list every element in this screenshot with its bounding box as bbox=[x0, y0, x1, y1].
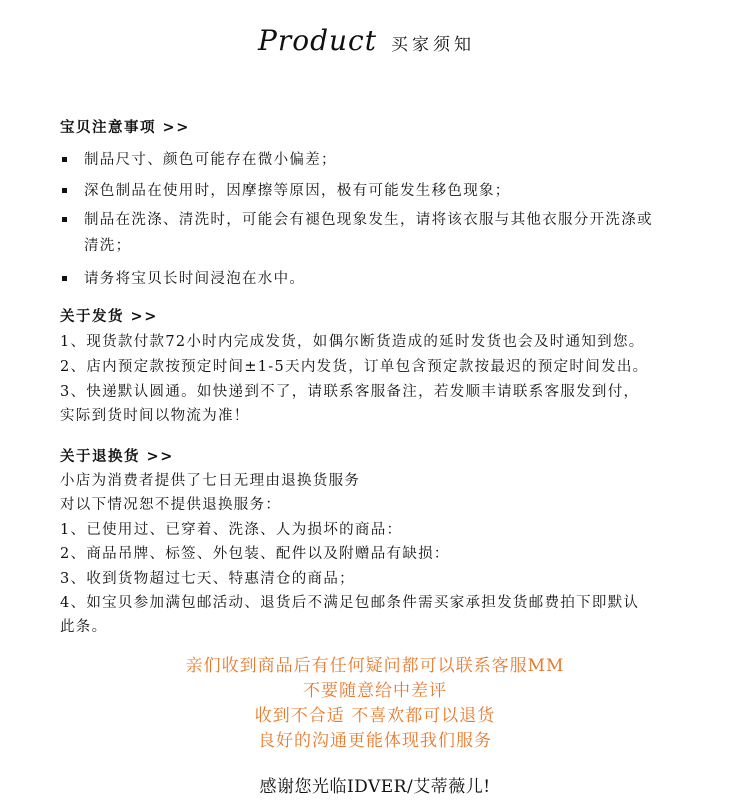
shipping-line: 1、现货款付款72小时内完成发货，如偶尔断货造成的延时发货也会及时通知到您。 bbox=[60, 334, 645, 350]
shipping-line: 2、店内预定款按预定时间±1-5天内发货，订单包含预定款按最迟的预定时间发出。 bbox=[60, 359, 649, 375]
notes-item: 请务将宝贝长时间浸泡在水中。 bbox=[84, 271, 306, 287]
shipping-line: 实际到货时间以物流为准！ bbox=[60, 408, 250, 424]
thanks-footer: 感谢您光临IDVER/艾蒂薇儿! bbox=[259, 777, 491, 797]
returns-line: 4、如宝贝参加满包邮活动、退货后不满足包邮条件需买家承担发货邮费拍下即默认 bbox=[60, 595, 640, 611]
contact-line: 收到不合适 不喜欢都可以退货 bbox=[254, 706, 496, 726]
bullet-icon bbox=[62, 157, 67, 162]
returns-line: 3、收到货物超过七天、特惠清仓的商品； bbox=[60, 571, 355, 587]
returns-line: 此条。 bbox=[60, 619, 108, 635]
returns-line: 小店为消费者提供了七日无理由退换货服务 bbox=[60, 473, 361, 489]
returns-line: 1、已使用过、已穿着、洗涤、人为损坏的商品： bbox=[60, 522, 403, 538]
notes-item: 制品尺寸、颜色可能存在微小偏差； bbox=[84, 152, 337, 168]
shipping-line: 3、快递默认圆通。如快递到不了，请联系客服备注，若发顺丰请联系客服发到付， bbox=[60, 384, 640, 400]
contact-line: 亲们收到商品后有任何疑问都可以联系客服MM bbox=[185, 656, 565, 676]
product-script-title: Product bbox=[258, 24, 377, 57]
returns-section-title: 关于退换货 >> bbox=[60, 448, 174, 465]
bullet-icon bbox=[62, 217, 67, 222]
contact-line: 不要随意给中差评 bbox=[303, 681, 447, 701]
notes-section-title: 宝贝注意事项 >> bbox=[60, 119, 190, 136]
page-title: 买家须知 bbox=[391, 35, 475, 55]
notes-item-continued: 清洗； bbox=[84, 238, 132, 254]
bullet-icon bbox=[62, 276, 67, 281]
header bbox=[0, 22, 750, 62]
contact-line: 良好的沟通更能体现我们服务 bbox=[258, 731, 492, 751]
returns-line: 2、商品吊牌、标签、外包装、配件以及附赠品有缺损： bbox=[60, 546, 450, 562]
notes-item: 制品在洗涤、清洗时，可能会有褪色现象发生，请将该衣服与其他衣服分开洗涤或 bbox=[84, 212, 653, 228]
shipping-section-title: 关于发货 >> bbox=[60, 308, 158, 325]
bullet-icon bbox=[62, 188, 67, 193]
notes-item: 深色制品在使用时，因摩擦等原因，极有可能发生移色现象； bbox=[84, 183, 511, 199]
returns-line: 对以下情况恕不提供退换服务： bbox=[60, 497, 282, 513]
